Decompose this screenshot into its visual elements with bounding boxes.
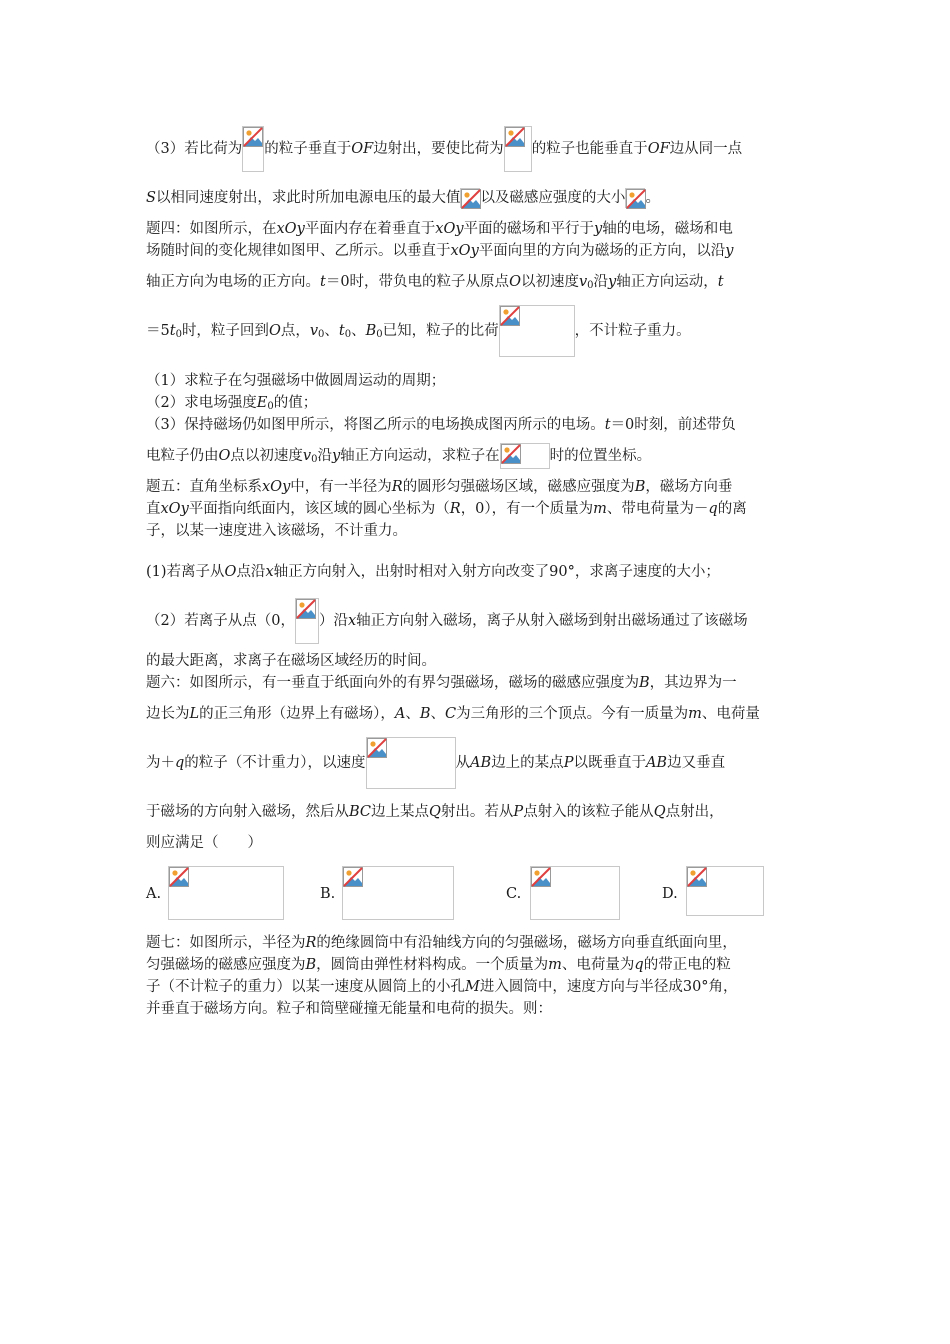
broken-image-icon [505,127,525,147]
broken-image-icon [501,444,521,464]
broken-image-icon [243,127,263,147]
q5-part2: （2）若离子从点（0， ）沿x轴正方向射入磁场，离子从射入磁场到射出磁场通过了该磁场 [146,592,811,650]
broken-image-icon [626,189,646,209]
q3-part3-line1: （3）若比荷为 的粒子垂直于OF边射出，要使比荷为 的粒子也能垂直于OF边从同一点 [146,120,811,178]
broken-image-icon [296,599,316,619]
broken-image-icon [531,867,551,887]
q4-line4: $=5t_0$时，粒子回到O点，$v_0$、$t_0$、$B_0$已知，粒子的比荷 ，不计粒子重力。 [146,302,811,360]
q4-part3-line2: 电粒子仍由O点以初速度$v_0$沿y轴正方向运动，求粒子在 时的位置坐标。 [146,436,811,476]
q7-line1: 题七：如图所示，半径为R的绝缘圆筒中有沿轴线方向的匀强磁场，磁场方向垂直纸面向里， [146,935,737,951]
q7-line3: 子（不计粒子的重力）以某一速度从圆筒上的小孔M进入圆筒中，速度方向与半径成30°角， [146,979,738,995]
q5-line3: 子，以某一速度进入该磁场，不计重力。 [146,523,407,539]
ratio-image-2 [504,126,532,172]
charge-ratio-image [499,305,575,357]
q4-part1: （1）求粒子在匀强磁场中做圆周运动的周期； [146,373,446,389]
q7-line2: 匀强磁场的磁感应强度为B，圆筒由弹性材料构成。一个质量为m、电荷量为q的带正电的粒 [146,957,731,973]
q3-part3-line2: S以相同速度射出，求此时所加电源电压的最大值 以及磁感应强度的大小 。 [146,178,811,218]
answer-options: A. B. C. D. [146,866,811,920]
time-image [500,443,550,469]
broken-image-icon [367,738,387,758]
q6-line3: 为＋q的粒子（不计重力），以速度 从AB边上的某点P以既垂直于AB边又垂直 [146,734,811,792]
broken-image-icon [461,189,481,209]
broken-image-icon [343,867,363,887]
q4-line2: 场随时间的变化规律如图甲、乙所示。以垂直于xOy平面向里的方向为磁场的正方向，以沿y [146,243,734,259]
q6-line1: 题六：如图所示，有一垂直于纸面向外的有界匀强磁场，磁场的磁感应强度为B，其边界为一 [146,675,737,691]
velocity-image [366,737,456,789]
q5-line2: 直xOy平面指向纸面内，该区域的圆心坐标为（R，0），有一个质量为m、带电荷量为－q的离 [146,501,747,517]
q4-part3-line1: （3）保持磁场仍如图甲所示，将图乙所示的电场换成图丙所示的电场。t＝0时刻，前述带负 [146,417,736,433]
option-b-image [342,866,454,920]
document-page [146,120,811,1020]
broken-image-icon [169,867,189,887]
q6-line5: 则应满足（ ） [146,835,262,851]
q4-part2: （2）求电场强度$E_0$的值； [146,395,318,412]
q5-part1: (1)若离子从O点沿x轴正方向射入，出射时相对入射方向改变了90°，求离子速度的大小； [146,564,720,580]
q4-line3: 轴正方向为电场的正方向。t＝0时，带负电的粒子从原点O以初速度$v_0$沿y轴正方向运动，t [146,274,724,291]
voltage-image [460,188,480,208]
q6-line2: 边长为L的正三角形（边界上有磁场），A、B、C为三角形的三个顶点。今有一质量为m、电荷量 [146,706,760,722]
option-a-image [168,866,284,920]
y-coordinate-image [295,598,319,644]
q4-line1: 题四：如图所示，在xOy平面内存在着垂直于xOy平面的磁场和平行于y轴的电场，磁场和电 [146,221,733,237]
option-d-image [686,866,764,916]
q5-part2-line2: 的最大距离，求离子在磁场区域经历的时间。 [146,653,436,669]
option-c-image [530,866,620,920]
ratio-image-1 [242,126,264,172]
q7-line4: 并垂直于磁场方向。粒子和筒壁碰撞无能量和电荷的损失。则： [146,1001,552,1017]
broken-image-icon [500,306,520,326]
q5-line1: 题五：直角坐标系xOy中，有一半径为R的圆形匀强磁场区域，磁感应强度为B，磁场方向垂 [146,479,733,495]
field-image [625,188,645,208]
q6-line4: 于磁场的方向射入磁场，然后从BC边上某点Q射出。若从P点射入的该粒子能从Q点射出， [146,804,724,820]
broken-image-icon [687,867,707,887]
